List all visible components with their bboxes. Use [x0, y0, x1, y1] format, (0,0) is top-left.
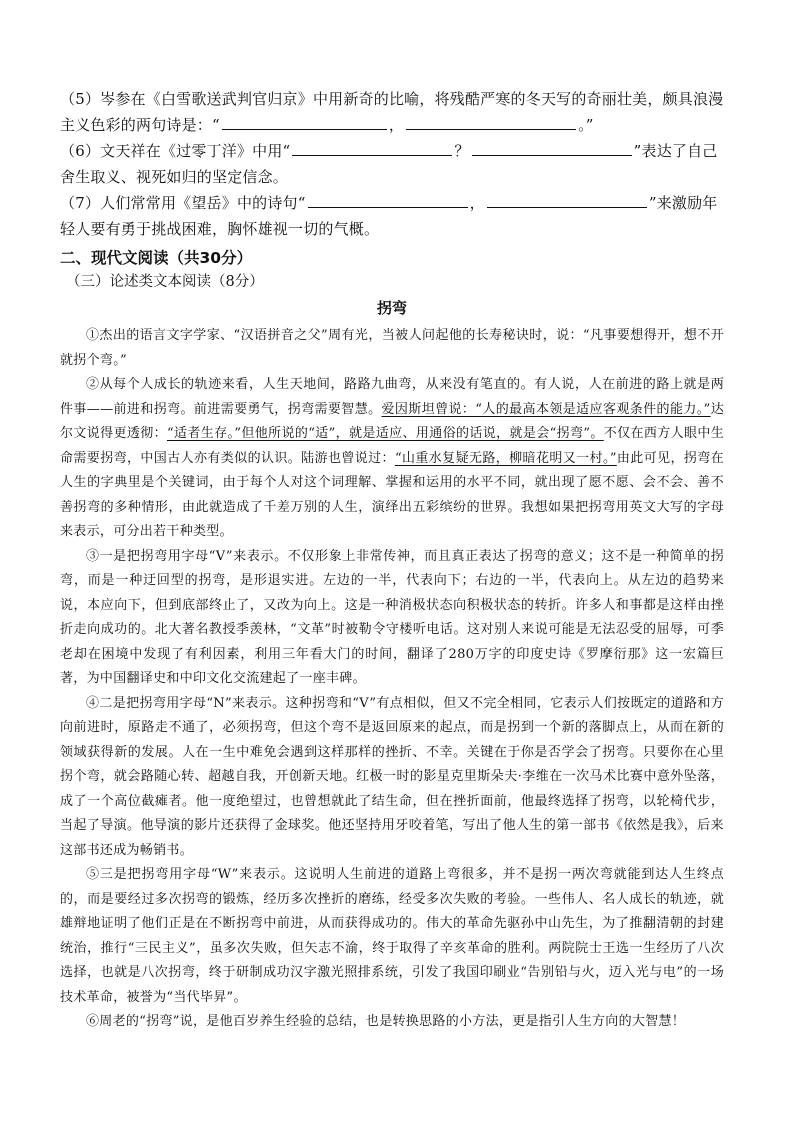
question-6-closing: ”表达了自己舍生取义、视死如归的坚定信念。 [60, 142, 718, 186]
article-paragraph-1: ①杰出的语言文字学家、“汉语拼音之父”周有光，当被人问起他的长寿秘诀时，说：“凡事要想得开，想不开就拐个弯。” [60, 328, 724, 368]
answer-blank-5a[interactable] [222, 115, 387, 130]
section-subtitle: （三）论述类文本阅读（8分） [66, 274, 264, 290]
article-paragraph-2 [60, 373, 724, 545]
underlined-quote-darwin: “适者生存。”但他所说的“适”，就是适应、用通俗的话说，就是会“拐弯”。 [166, 426, 604, 441]
article-title: 拐弯 [376, 299, 407, 317]
question-7-closing: ”来激励年轻人要有勇于挑战困难，胸怀雄视一切的气概。 [60, 194, 718, 238]
question-7 [60, 190, 724, 242]
answer-blank-6b[interactable] [472, 141, 632, 156]
answer-blank-5b[interactable] [406, 115, 576, 130]
question-5 [60, 86, 724, 138]
article-paragraph-4: ④二是把拐弯用字母“N”来表示。这种拐弯和“V”有点相似，但又不完全相同，它表示人们按既定的道路和方向前进时，原路走不通了，必须拐弯，但这个弯不是返回原来的起点，而是拐到一个新的落脚点上，从而在新的领域获得新的发展。人在一生中难免会遇到这样那样的挫折、不幸。关键在于你是否学会了拐弯。只要你在心里拐个弯，就会路随心转、超越自我，开创新天地。红极一时的影星克里斯朵夫·李维在一次马术比赛中意外坠落，成了一个高位截瘫者。他一度绝望过，也曾想就此了结生命，但在挫折面前，他最终选择了拐弯，以轮椅代步，当起了导演。他导演的影片还获得了金球奖。他还坚持用牙咬着笔，写出了他人生的第一部书《依然是我》，后来这部书还成为畅销书。 [60, 695, 724, 858]
paragraph-2-text-c: 不仅在西方人眼中生命需要拐弯，中国古人亦有类似的认识。陆游也曾说过： [60, 426, 725, 466]
article-paragraph-5: ⑤三是把拐弯用字母“W”来表示。这说明人生前进的道路上弯很多，并不是拐一两次弯就能到达人生终点的，而是要经过多次拐弯的锻炼，经历多次挫折的磨练，经受多次失败的考验。一些伟人、名人成长的轨迹，就雄辩地证明了他们正是在不断拐弯中前进，从而获得成功的。伟大的革命先驱孙中山先生，为了推翻清朝的封建统治，推行“三民主义”，虽多次失败，但矢志不渝，终于取得了辛亥革命的胜利。两院院士王选一生经历了八次选择，也就是八次拐弯，终于研制成功汉字激光照排系统，引发了我国印刷业“告别铅与火，迈入光与电”的一场技术革命，被誉为“当代毕昇”。 [60, 867, 724, 1005]
answer-blank-7a[interactable] [308, 193, 468, 208]
paragraph-2-text-d: 由此可见，拐弯在人生的字典里是个关键词，由于每个人对这个词理解、掌握和运用的水平不同，就出现了愿不愿、会不会、善不善拐弯的多种情形，由此就造成了千差万别的人生，演绎出五彩缤纷的世界。我想如果把拐弯用英文大写的字母来表示，可分出若干种类型。 [60, 450, 724, 539]
question-6 [60, 138, 724, 190]
paragraph-2-text-b: 达尔文说得更透彻： [60, 401, 724, 441]
question-5-prompt: （5）岑参在《白雪歌送武判官归京》中用新奇的比喻，将残酷严寒的冬天写的奇丽壮美，颇具浪漫主义色彩的两句诗是：“ [60, 90, 724, 134]
question-5-separator: ， [388, 116, 405, 134]
question-7-separator: ， [469, 194, 485, 212]
answer-blank-7b[interactable] [487, 193, 647, 208]
paragraph-2-text-a: ②从每个人成长的轨迹来看，人生天地间，路路九曲弯，从来没有笔直的。有人说，人在前进的路上就是两件事——前进和拐弯。前进需要勇气，拐弯需要智慧。 [60, 377, 724, 417]
answer-blank-6a[interactable] [292, 141, 452, 156]
question-6-prompt: （6）文天祥在《过零丁洋》中用“ [60, 142, 291, 160]
question-5-closing: 。” [578, 116, 594, 134]
underlined-quote-luyou: “山重水复疑无路，柳暗花明又一村。” [394, 450, 617, 466]
question-6-separator: ？ [454, 142, 470, 160]
article-paragraph-6: ⑥周老的“拐弯”说，是他百岁养生经验的总结，也是转换思路的小方法，更是指引人生方向的大智慧！ [86, 1014, 686, 1029]
article-paragraph-3: ③一是把拐弯用字母“V”来表示。不仅形象上非常传神，而且真正表达了拐弯的意义；这不是一种简单的拐弯，而是一种迂回型的拐弯，是形退实进。左边的一半，代表向下；右边的一半，代表向上。从左边的趋势来说，本应向下，但到底部终止了，又改为向上。这是一种消极状态向积极状态的转折。许多人和事都是这样由挫折走向成功的。北大著名教授季羡林，“文革”时被勒令守楼听电话。这对别人来说可能是无法忍受的屈辱，可季老却在困境中发现了有利因素，利用三年看大门的时间，翻译了280万字的印度史诗《罗摩衍那》这一宏篇巨著，为中国翻译史和中印文化交流建起了一座丰碑。 [60, 548, 724, 686]
page-content [60, 86, 724, 1035]
section-title: 二、现代文阅读（共30分） [60, 249, 253, 267]
question-7-prompt: （7）人们常常用《望岳》中的诗句“ [60, 194, 306, 212]
underlined-quote-einstein: 爱因斯坦曾说：“人的最高本领是适应客观条件的能力。” [381, 401, 711, 417]
